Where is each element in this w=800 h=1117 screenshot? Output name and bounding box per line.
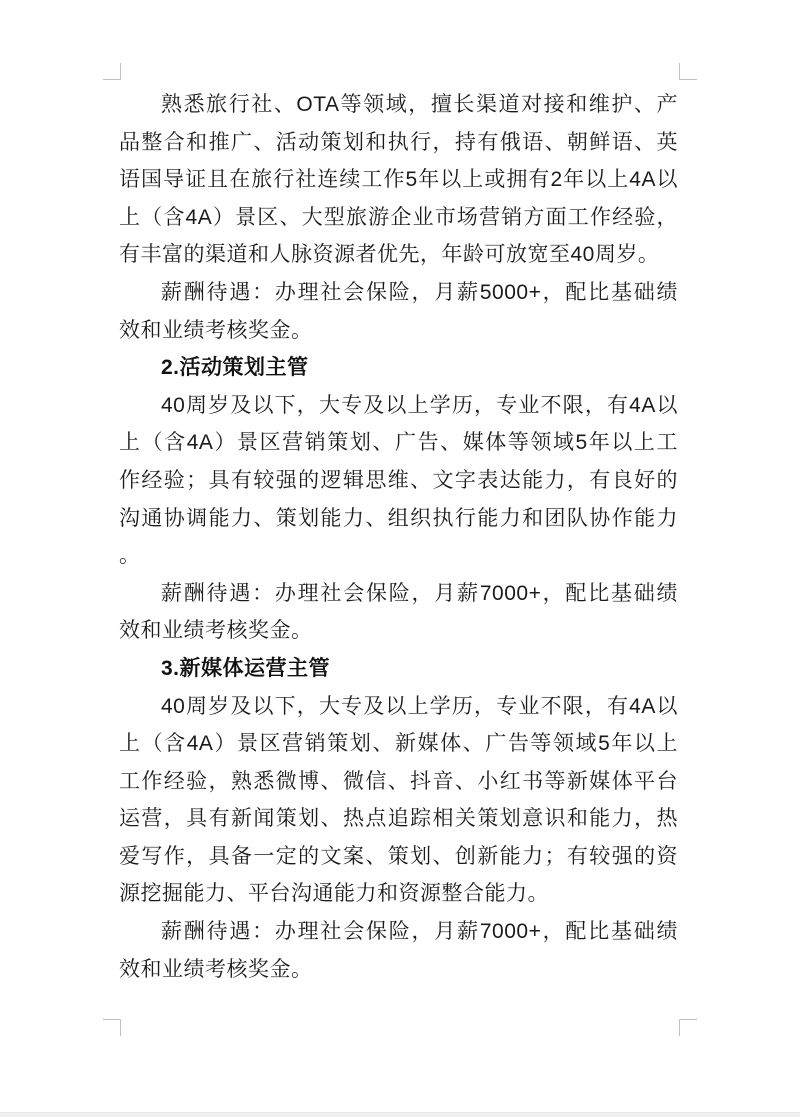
text-line: 薪酬待遇：办理社会保险，月薪7000+，配比基础绩	[161, 920, 678, 944]
text-line: 熟悉旅行社、OTA等领域，擅长渠道对接和维护、产	[161, 93, 678, 116]
paragraph-position-2-salary	[119, 575, 678, 650]
paragraph-position-1-requirements	[119, 86, 678, 274]
margin-crop-mark-top-left	[103, 63, 121, 80]
text-line: 薪酬待遇：办理社会保险，月薪5000+，配比基础绩	[161, 280, 678, 304]
text-line: 有丰富的渠道和人脉资源者优先，年龄可放宽至40周岁。	[119, 243, 660, 267]
text-line: 40周岁及以下，大专及以上学历，专业不限，有4A以	[161, 694, 678, 718]
paragraph-position-2-requirements	[119, 387, 678, 575]
text-line: 上（含4A）景区营销策划、广告、媒体等领域5年以上工	[119, 431, 678, 455]
margin-crop-mark-bottom-left	[103, 1019, 121, 1036]
text-line: 品整合和推广、活动策划和执行，持有俄语、朝鲜语、英	[119, 130, 678, 154]
margin-crop-mark-top-right	[679, 63, 697, 80]
section-heading: 2.活动策划主管	[161, 356, 309, 380]
text-line: 效和业绩考核奖金。	[119, 957, 313, 981]
text-line: 薪酬待遇：办理社会保险，月薪7000+，配比基础绩	[161, 581, 678, 605]
text-line: 运营，具有新闻策划、热点追踪相关策划意识和能力，热	[119, 807, 678, 831]
margin-crop-mark-bottom-right	[679, 1019, 697, 1036]
heading-position-3	[119, 650, 678, 688]
section-heading: 3.新媒体运营主管	[161, 656, 331, 680]
text-line: 沟通协调能力、策划能力、组织执行能力和团队协作能力	[119, 506, 678, 530]
text-line: 40周岁及以下，大专及以上学历，专业不限，有4A以	[161, 393, 678, 417]
text-line: 。	[119, 544, 141, 568]
text-line: 作经验；具有较强的逻辑思维、文字表达能力，有良好的	[119, 468, 678, 492]
text-line: 爱写作，具备一定的文案、策划、创新能力；有较强的资	[119, 844, 678, 868]
paragraph-position-3-salary	[119, 913, 678, 988]
document-text-area	[119, 86, 678, 988]
heading-position-2	[119, 349, 678, 387]
text-line: 效和业绩考核奖金。	[119, 318, 313, 342]
page-bottom-edge	[0, 1112, 800, 1117]
text-line: 上（含4A）景区、大型旅游企业市场营销方面工作经验，	[119, 205, 678, 229]
paragraph-position-1-salary	[119, 274, 678, 349]
text-line: 上（含4A）景区营销策划、新媒体、广告等领域5年以上	[119, 732, 678, 756]
text-line: 语国导证且在旅行社连续工作5年以上或拥有2年以上4A以	[119, 168, 678, 192]
text-line: 效和业绩考核奖金。	[119, 619, 313, 643]
text-line: 工作经验，熟悉微博、微信、抖音、小红书等新媒体平台	[119, 769, 678, 793]
paragraph-position-3-requirements	[119, 688, 678, 914]
text-line: 源挖掘能力、平台沟通能力和资源整合能力。	[119, 882, 549, 906]
